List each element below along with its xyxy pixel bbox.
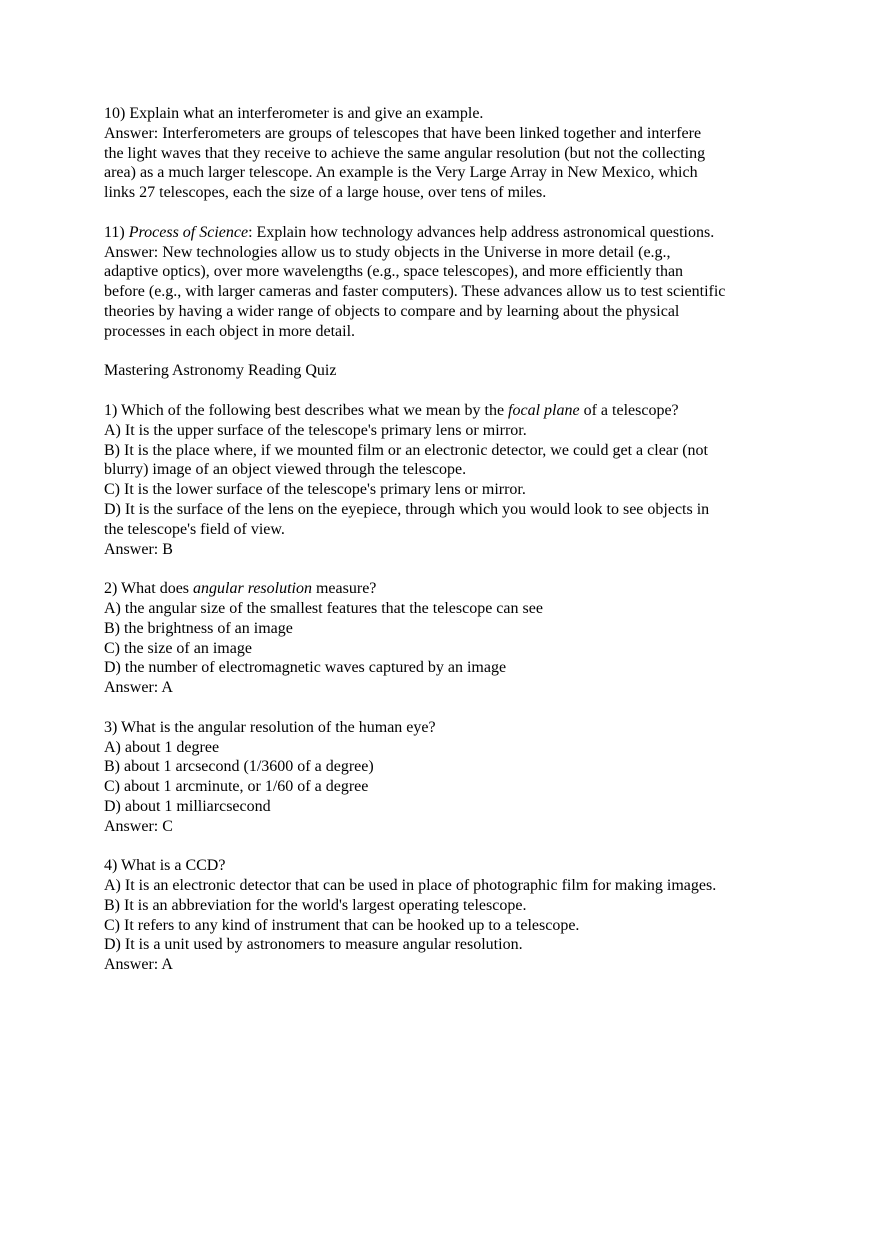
question-italic: angular resolution bbox=[193, 580, 312, 598]
option-c: C) It refers to any kind of instrument that can be hooked up to a telescope. bbox=[104, 916, 580, 934]
quiz-question-2 bbox=[104, 579, 784, 698]
document-page bbox=[104, 104, 784, 975]
answer-line: Answer: New technologies allow us to study objects in the Universe in more detail (e.g., bbox=[104, 243, 671, 261]
option-b: B) about 1 arcsecond (1/3600 of a degree) bbox=[104, 758, 374, 776]
option-c: C) It is the lower surface of the telescope's primary lens or mirror. bbox=[104, 481, 526, 499]
question-number: 11) bbox=[104, 223, 129, 241]
question-10 bbox=[104, 104, 784, 203]
answer-line: theories by having a wider range of objects to compare and by learning about the physical bbox=[104, 302, 680, 320]
option-a: A) It is an electronic detector that can be used in place of photographic film for making images. bbox=[104, 877, 717, 895]
option-b-cont: blurry) image of an object viewed through the telescope. bbox=[104, 461, 467, 479]
quiz-question-1 bbox=[104, 401, 784, 559]
option-d: D) about 1 milliarcsecond bbox=[104, 797, 271, 815]
question-prefix: 2) What does bbox=[104, 580, 194, 598]
quiz-question-3 bbox=[104, 718, 784, 837]
answer-line: links 27 telescopes, each the size of a large house, over tens of miles. bbox=[104, 184, 547, 202]
answer-line: area) as a much larger telescope. An example is the Very Large Array in New Mexico, which bbox=[104, 164, 698, 182]
option-a: A) It is the upper surface of the telescope's primary lens or mirror. bbox=[104, 421, 527, 439]
question-prefix: 1) Which of the following best describes what we mean by the bbox=[104, 401, 509, 419]
answer-line: before (e.g., with larger cameras and faster computers). These advances allow us to test scientific bbox=[104, 283, 726, 301]
question-rest: : Explain how technology advances help address astronomical questions. bbox=[248, 223, 715, 241]
answer-line: Answer: Interferometers are groups of telescopes that have been linked together and interfere bbox=[104, 124, 702, 142]
option-d: D) It is a unit used by astronomers to measure angular resolution. bbox=[104, 936, 523, 954]
question-text: 4) What is a CCD? bbox=[104, 857, 226, 875]
answer-line: adaptive optics), over more wavelengths (e.g., space telescopes), and more efficiently than bbox=[104, 263, 684, 281]
answer: Answer: A bbox=[104, 679, 173, 697]
question-italic: Process of Science bbox=[128, 223, 249, 241]
option-c: C) about 1 arcminute, or 1/60 of a degree bbox=[104, 778, 369, 796]
quiz-question-4 bbox=[104, 856, 784, 975]
option-d: D) the number of electromagnetic waves captured by an image bbox=[104, 659, 507, 677]
option-b: B) It is an abbreviation for the world's largest operating telescope. bbox=[104, 896, 527, 914]
option-c: C) the size of an image bbox=[104, 639, 252, 657]
question-italic: focal plane bbox=[508, 401, 580, 419]
question-text bbox=[104, 579, 784, 599]
answer: Answer: B bbox=[104, 540, 173, 558]
question-text: 3) What is the angular resolution of the human eye? bbox=[104, 718, 436, 736]
option-a: A) the angular size of the smallest features that the telescope can see bbox=[104, 599, 543, 617]
question-suffix: of a telescope? bbox=[579, 401, 679, 419]
option-a: A) about 1 degree bbox=[104, 738, 220, 756]
answer: Answer: A bbox=[104, 956, 173, 974]
option-b: B) the brightness of an image bbox=[104, 619, 293, 637]
question-11 bbox=[104, 223, 784, 342]
option-d-cont: the telescope's field of view. bbox=[104, 520, 285, 538]
answer: Answer: C bbox=[104, 817, 173, 835]
question-text: 10) Explain what an interferometer is and give an example. bbox=[104, 105, 484, 122]
option-b: B) It is the place where, if we mounted film or an electronic detector, we could get a clear (not bbox=[104, 441, 708, 459]
quiz-title: Mastering Astronomy Reading Quiz bbox=[104, 362, 337, 380]
option-d: D) It is the surface of the lens on the eyepiece, through which you would look to see objects in bbox=[104, 500, 710, 518]
answer-line: processes in each object in more detail. bbox=[104, 322, 356, 340]
question-suffix: measure? bbox=[311, 580, 377, 598]
answer-line: the light waves that they receive to achieve the same angular resolution (but not the collecting bbox=[104, 144, 706, 162]
question-text bbox=[104, 223, 784, 243]
question-text bbox=[104, 401, 784, 421]
